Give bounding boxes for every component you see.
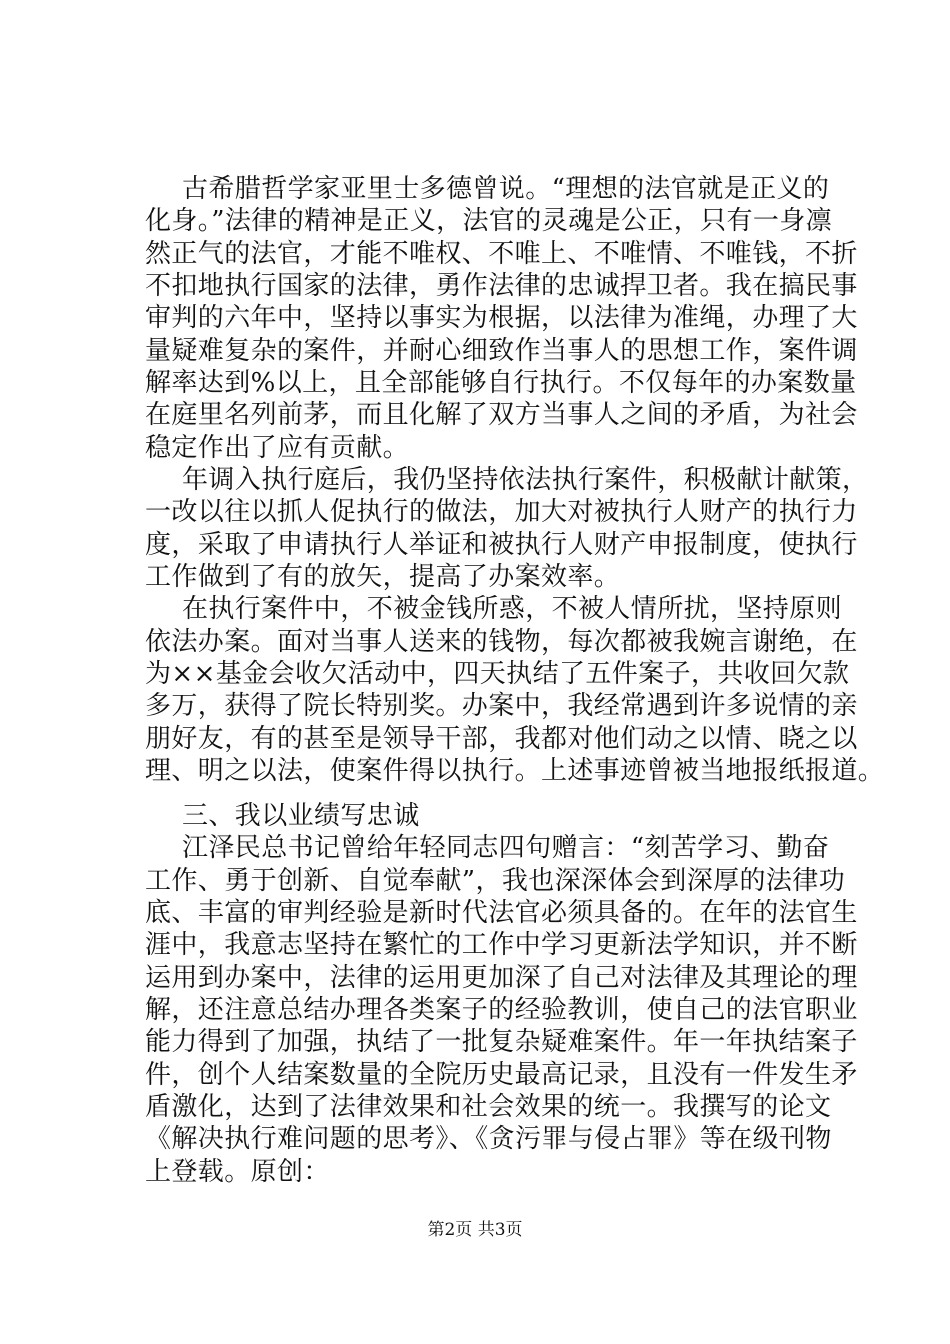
paragraph-1-line-2: 化身。”法律的精神是正义，法官的灵魂是公正，只有一身凛: [145, 206, 833, 236]
paragraph-4-line-1: 江泽民总书记曾给年轻同志四句赠言：“刻苦学习、勤奋: [182, 833, 830, 863]
paragraph-3-line-2: 依法办案。面对当事人送来的钱物，每次都被我婉言谢绝，在: [145, 627, 858, 657]
paragraph-4-line-11: 上登载。原创：: [145, 1157, 330, 1187]
paragraph-4-line-10: 《解决执行难问题的思考》、《贪污罪与侵占罪》等在级刊物: [145, 1124, 832, 1154]
paragraph-1-line-6: 量疑难复杂的案件，并耐心细致作当事人的思想工作，案件调: [145, 336, 858, 366]
paragraph-4-line-2: 工作、勇于创新、自觉奉献”，我也深深体会到深厚的法律功: [145, 866, 846, 896]
paragraph-1-line-7: 解率达到%以上，且全部能够自行执行。不仅每年的办案数量: [145, 368, 857, 398]
paragraph-1-line-8: 在庭里名列前茅，而且化解了双方当事人之间的矛盾，为社会: [145, 400, 858, 430]
paragraph-4-line-8: 件，创个人结案数量的全院历史最高记录，且没有一件发生矛: [145, 1060, 858, 1090]
paragraph-2-line-4: 工作做到了有的放矢，提高了办案效率。: [145, 562, 621, 592]
paragraph-1-line-5: 审判的六年中，坚持以事实为根据，以法律为准绳，办理了大: [145, 303, 858, 333]
paragraph-3-line-4: 多万，获得了院长特别奖。办案中，我经常遇到许多说情的亲: [145, 691, 858, 721]
paragraph-1-line-9: 稳定作出了应有贡献。: [145, 433, 410, 463]
paragraph-1-line-4: 不扣地执行国家的法律，勇作法律的忠诚捍卫者。我在搞民事: [145, 271, 858, 301]
paragraph-2-line-2: 一改以往以抓人促执行的做法，加大对被执行人财产的执行力: [145, 497, 858, 527]
paragraph-4-line-9: 盾激化，达到了法律效果和社会效果的统一。我撰写的论文: [145, 1092, 832, 1122]
paragraph-3-line-1: 在执行案件中，不被金钱所惑，不被人情所扰，坚持原则: [182, 594, 843, 624]
section-heading-3: 三、我以业绩写忠诚: [182, 801, 420, 831]
paragraph-4-line-4: 涯中，我意志坚持在繁忙的工作中学习更新法学知识，并不断: [145, 930, 858, 960]
paragraph-3-line-6: 理、明之以法，使案件得以执行。上述事迹曾被当地报纸报道。: [145, 756, 885, 786]
paragraph-4-line-7: 能力得到了加强，执结了一批复杂疑难案件。年一年执结案子: [145, 1027, 858, 1057]
paragraph-3-line-5: 朋好友，有的甚至是领导干部，我都对他们动之以情、晓之以: [145, 724, 858, 754]
paragraph-4-line-6: 解，还注意总结办理各类案子的经验教训，使自己的法官职业: [145, 995, 858, 1025]
paragraph-1-line-1: 古希腊哲学家亚里士多德曾说。“理想的法官就是正义的: [182, 174, 830, 204]
paragraph-3-line-3: 为××基金会收欠活动中，四天执结了五件案子，共收回欠款: [145, 659, 850, 689]
page-footer: 第2页 共3页: [427, 1220, 523, 1240]
paragraph-2-line-1: 年调入执行庭后，我仍坚持依法执行案件，积极献计献策，: [182, 465, 869, 495]
paragraph-1-line-3: 然正气的法官，才能不唯权、不唯上、不唯情、不唯钱，不折: [145, 239, 858, 269]
paragraph-2-line-3: 度，采取了申请执行人举证和被执行人财产申报制度，使执行: [145, 530, 858, 560]
paragraph-4-line-3: 底、丰富的审判经验是新时代法官必须具备的。在年的法官生: [145, 898, 858, 928]
paragraph-4-line-5: 运用到办案中，法律的运用更加深了自己对法律及其理论的理: [145, 963, 858, 993]
